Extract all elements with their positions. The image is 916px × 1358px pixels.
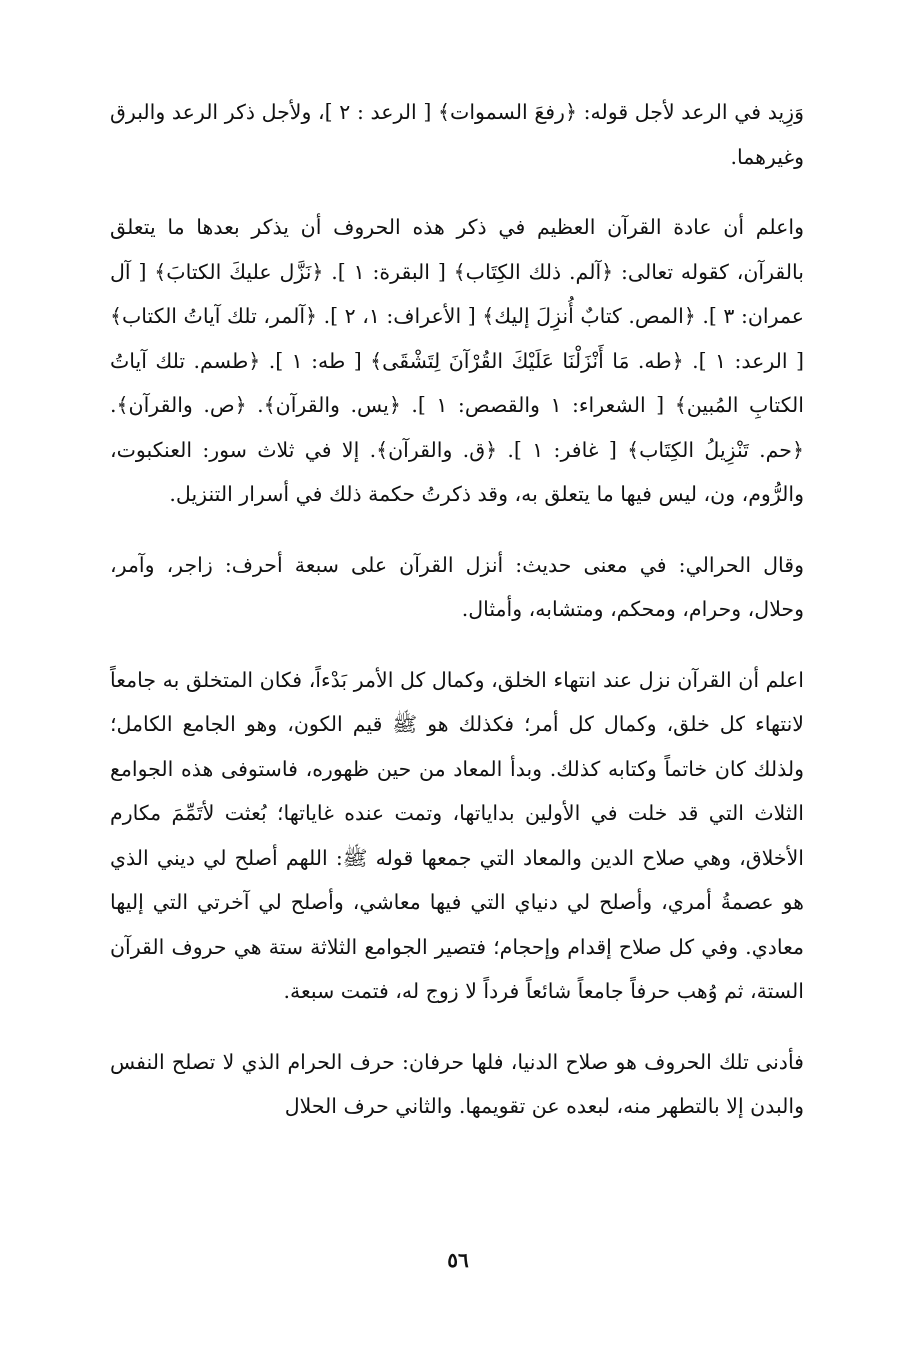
paragraph-3: وقال الحرالي: في معنى حديث: أنزل القرآن على سبعة أحرف: زاجر، وآمر، وحلال، وحرام، ومحكم، ومتشابه، وأمثال. <box>110 552 804 621</box>
paragraph-5: فأدنى تلك الحروف هو صلاح الدنيا، فلها حرفان: حرف الحرام الذي لا تصلح النفس والبدن إلا بالتطهر منه، لبعده عن تقويمها. والثاني حرف الحلال <box>110 1049 804 1118</box>
paragraph-4: اعلم أن القرآن نزل عند انتهاء الخلق، وكمال كل الأمر بَدْءاً، فكان المتخلق به جامعاً لانتهاء كل خلق، وكمال كل أمر؛ فكذلك هو ﷺ قيم الكون، وهو الجامع الكامل؛ ولذلك كان خاتماً وكتابه كذلك. وبدأ المعاد من حين ظهوره، فاستوفى هذه الجوامع الثلاث التي قد خلت في الأولين بداياتها، وتمت عنده غاياتها؛ بُعثت لأتَمِّمَ مكارم الأخلاق، وهي صلاح الدين والمعاد التي جمعها قوله ﷺ: اللهم أصلح لي ديني الذي هو عصمةُ أمري، وأصلح لي دنياي التي فيها معاشي، وأصلح لي آخرتي التي إليها معادي. وفي كل صلاح إقدام وإحجام؛ فتصير الجوامع الثلاثة ستة هي حروف القرآن الستة، ثم وُهب حرفاً جامعاً شائعاً فرداً لا زوج له، فتمت سبعة. <box>110 667 804 1003</box>
page-body-text <box>110 90 804 1129</box>
paragraph-1: وَزِيد في الرعد لأجل قوله: ﴿رفعَ السموات﴾ [ الرعد : ٢ ]، ولأجل ذكر الرعد والبرق وغيرهما. <box>110 100 804 169</box>
paragraph-2: واعلم أن عادة القرآن العظيم في ذكر هذه الحروف أن يذكر بعدها ما يتعلق بالقرآن، كقوله تعالى: ﴿آلم. ذلك الكِتَاب﴾ [ البقرة: ١ ]. ﴿نَزَّل عليكَ الكتابَ﴾ [ آل عمران: ٣ ]. ﴿المص. كتابٌ أُنزِلَ إليك﴾ [ الأعراف: ١، ٢ ]. ﴿آلمر، تلك آياتُ الكتاب﴾ [ الرعد: ١ ]. ﴿طه. مَا أَنْزَلْنَا عَلَيْكَ القُرْآنَ لِتَشْقَى﴾ [ طه: ١ ]. ﴿طسم. تلك آياتُ الكتابِ المُبين﴾ [ الشعراء: ١ والقصص: ١ ]. ﴿يس. والقرآن﴾. ﴿ص. والقرآن﴾. ﴿حم. تَنْزِيلُ الكِتَاب﴾ [ غافر: ١ ]. ﴿ق. والقرآن﴾. إلا في ثلاث سور: العنكبوت، والرُّوم، ون، ليس فيها ما يتعلق به، وقد ذكرتُ حكمة ذلك في أسرار التنزيل. <box>110 215 805 506</box>
page-number: ٥٦ <box>447 1248 469 1272</box>
